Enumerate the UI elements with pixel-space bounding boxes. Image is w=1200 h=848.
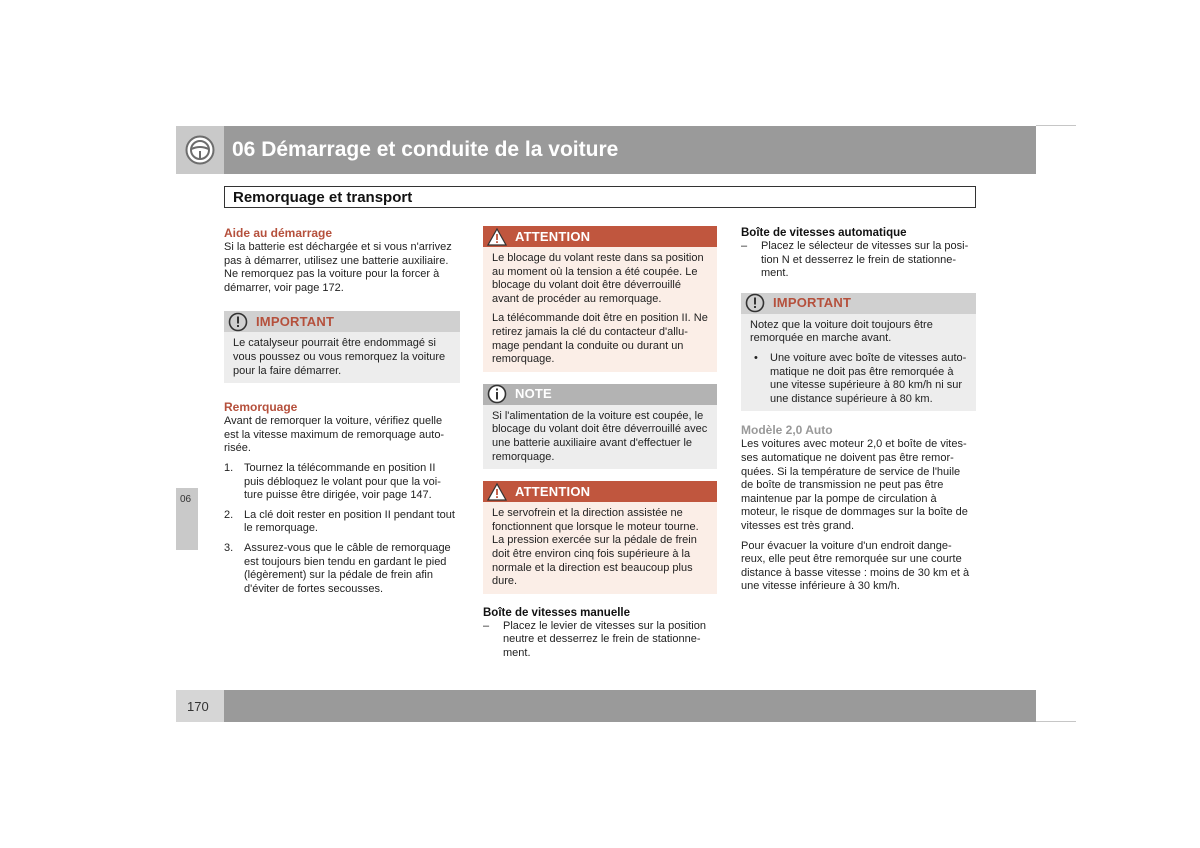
text-line: le remorquage. xyxy=(244,522,318,535)
text-line: Les voitures avec moteur 2,0 et boîte de vites- xyxy=(741,438,967,451)
chapter-side-tab xyxy=(176,488,198,550)
remorquage-paragraph xyxy=(224,415,460,456)
text-line: une distance supérieure à 80 km. xyxy=(770,392,933,405)
text-line: tion N et desserrez le frein de stationne- xyxy=(761,253,957,266)
section-title: Remorquage et transport xyxy=(233,189,413,206)
text-line: dure. xyxy=(492,575,518,588)
dash-item xyxy=(741,240,976,281)
important-body xyxy=(224,332,460,383)
warning-triangle-icon xyxy=(487,482,507,502)
info-circle-icon xyxy=(487,384,507,404)
text-line: La clé doit rester en position II pendant tout xyxy=(244,508,455,521)
text-line: doit être environ cinq fois supérieure à la xyxy=(492,547,691,560)
aide-paragraph xyxy=(224,241,460,295)
text-line: pas à démarrer, utilisez une batterie auxiliaire. xyxy=(224,254,449,267)
text-line: La télécommande doit être en position II. Ne xyxy=(492,312,708,325)
note-header xyxy=(483,384,717,405)
important-body xyxy=(741,314,976,412)
text-line: mage pendant la conduite ou durant un xyxy=(492,339,684,352)
evacuation-paragraph xyxy=(741,540,976,594)
text-line: Si l'alimentation de la voiture est coupée, le xyxy=(492,409,704,422)
text-line: reux, elle peut être remorquée sur une courte xyxy=(741,553,962,566)
text-line: une vitesse supérieure à 80 km/h ni sur xyxy=(770,379,962,392)
attention-label: ATTENTION xyxy=(515,483,591,499)
dash-marker: – xyxy=(483,619,490,632)
list-number: 3. xyxy=(224,541,234,554)
column-3 xyxy=(741,226,976,594)
warning-triangle-icon xyxy=(487,227,507,247)
text-line: risée. xyxy=(224,442,251,455)
important-header xyxy=(741,293,976,314)
text-line: Avant de remorquer la voiture, vérifiez quelle xyxy=(224,415,443,428)
heading-remorquage: Remorquage xyxy=(224,400,298,415)
footer-rule xyxy=(1036,721,1076,722)
text-line: remorquage. xyxy=(492,450,555,463)
text-line: maintenue par la pompe de circulation à xyxy=(741,492,937,505)
attention-box xyxy=(483,226,717,372)
list-item xyxy=(224,542,460,596)
list-item xyxy=(224,509,460,536)
text-line: remorquage. xyxy=(492,353,555,366)
important-box xyxy=(224,311,460,383)
exclamation-circle-icon xyxy=(745,293,765,313)
attention-body xyxy=(483,247,717,372)
text-line: Placez le sélecteur de vitesses sur la posi- xyxy=(761,240,969,252)
text-line: puis débloquez le volant pour que la voi- xyxy=(244,475,441,488)
attention-label: ATTENTION xyxy=(515,228,591,244)
text-line: fonctionnent que lorsque le moteur tourne. xyxy=(492,520,699,533)
text-line: (légèrement) sur la pédale de frein afin xyxy=(244,569,433,582)
bullet-item xyxy=(750,352,968,406)
note-body xyxy=(483,405,717,469)
text-line: retirez jamais la clé du contacteur d'allu- xyxy=(492,325,688,338)
text-line: Le servofrein et la direction assistée ne xyxy=(492,507,683,520)
column-2 xyxy=(483,226,717,660)
text-line: une vitesse inférieure à 30 km/h. xyxy=(741,580,900,593)
text-line: Ne remorquez pas la voiture pour la forcer à xyxy=(224,268,440,281)
text-line: neutre et desserrez le frein de stationne- xyxy=(503,633,701,646)
bullet-marker: • xyxy=(754,351,758,364)
text-line: Si la batterie est déchargée et si vous n'arrivez xyxy=(224,241,452,253)
important-label: IMPORTANT xyxy=(773,295,852,311)
page-number: 170 xyxy=(187,699,209,714)
exclamation-circle-icon xyxy=(228,312,248,332)
text-line: ment. xyxy=(503,646,531,659)
text-line: ment. xyxy=(761,267,789,280)
text-line: blocage du volant doit être déverrouillé xyxy=(492,279,681,292)
steering-wheel-icon xyxy=(185,135,215,165)
important-header xyxy=(224,311,460,332)
text-line: Pour évacuer la voiture d'un endroit dange- xyxy=(741,539,952,552)
header-rule xyxy=(1036,125,1076,126)
modele-paragraph xyxy=(741,438,976,533)
text-line: remorquée en marche avant. xyxy=(750,332,892,345)
text-line: quées. Si la température de service de l'huile xyxy=(741,465,961,478)
text-line: blocage du volant doit être déverrouillé avec xyxy=(492,423,708,436)
dash-marker: – xyxy=(741,240,748,252)
list-item xyxy=(224,462,460,503)
important-box xyxy=(741,293,976,412)
text-line: vous poussez ou vous remorquez la voiture xyxy=(233,350,446,363)
text-line: démarrer, voir page 172. xyxy=(224,281,344,294)
text-line: une batterie auxiliaire avant d'effectuer le xyxy=(492,436,693,449)
text-line: Le catalyseur pourrait être endommagé si xyxy=(233,337,436,350)
text-line: Une voiture avec boîte de vitesses auto- xyxy=(770,351,967,364)
important-label: IMPORTANT xyxy=(256,314,335,330)
text-line: ses automatique ne doivent pas être remor- xyxy=(741,451,954,464)
text-line: vitesses est très grand. xyxy=(741,519,855,532)
footer-bar xyxy=(224,690,1036,722)
note-label: NOTE xyxy=(515,386,552,402)
page-number-box xyxy=(176,690,224,722)
heading-aide-au-demarrage: Aide au démarrage xyxy=(224,226,333,240)
text-line: pour la faire démarrer. xyxy=(233,364,342,377)
attention-box xyxy=(483,481,717,594)
text-line: distance à basse vitesse : moins de 30 km et à xyxy=(741,566,970,579)
text-line: est toujours bien tendu en gardant le pied xyxy=(244,555,447,568)
text-line: d'éviter de fortes secousses. xyxy=(244,582,384,595)
text-line: matique ne doit pas être remorquée à xyxy=(770,365,954,378)
heading-boite-automatique: Boîte de vitesses automatique xyxy=(741,227,907,239)
column-1 xyxy=(224,226,460,596)
text-line: est la vitesse maximum de remorquage auto- xyxy=(224,428,445,441)
chapter-title: 06 Démarrage et conduite de la voiture xyxy=(232,138,619,161)
text-line: au moment où la tension a été coupée. Le xyxy=(492,265,698,278)
heading-modele-2-0-auto: Modèle 2,0 Auto xyxy=(741,423,833,438)
text-line: Notez que la voiture doit toujours être xyxy=(750,318,933,331)
text-line: Tournez la télécommande en position II xyxy=(244,461,436,474)
list-number: 1. xyxy=(224,461,234,474)
text-line: normale et la direction est beaucoup plus xyxy=(492,561,693,574)
list-number: 2. xyxy=(224,508,234,521)
text-line: de boîte de transmission ne peut pas être xyxy=(741,479,944,492)
text-line: Placez le levier de vitesses sur la position xyxy=(503,619,706,632)
text-line: Le blocage du volant reste dans sa position xyxy=(492,252,704,264)
attention-header xyxy=(483,226,717,247)
text-line: La pression exercée sur la pédale de frein xyxy=(492,534,697,547)
dash-item xyxy=(483,620,717,661)
text-line: ture puisse être dirigée, voir page 147. xyxy=(244,489,432,502)
attention-body xyxy=(483,502,717,594)
heading-boite-manuelle: Boîte de vitesses manuelle xyxy=(483,606,631,619)
text-line: avant de procéder au remorquage. xyxy=(492,292,662,305)
text-line: Assurez-vous que le câble de remorquage xyxy=(244,541,451,554)
section-title-box xyxy=(224,186,976,208)
text-line: moteur, le risque de dommages sur la boîte de xyxy=(741,506,968,519)
attention-header xyxy=(483,481,717,502)
side-tab-label: 06 xyxy=(180,494,192,505)
note-box xyxy=(483,384,717,469)
